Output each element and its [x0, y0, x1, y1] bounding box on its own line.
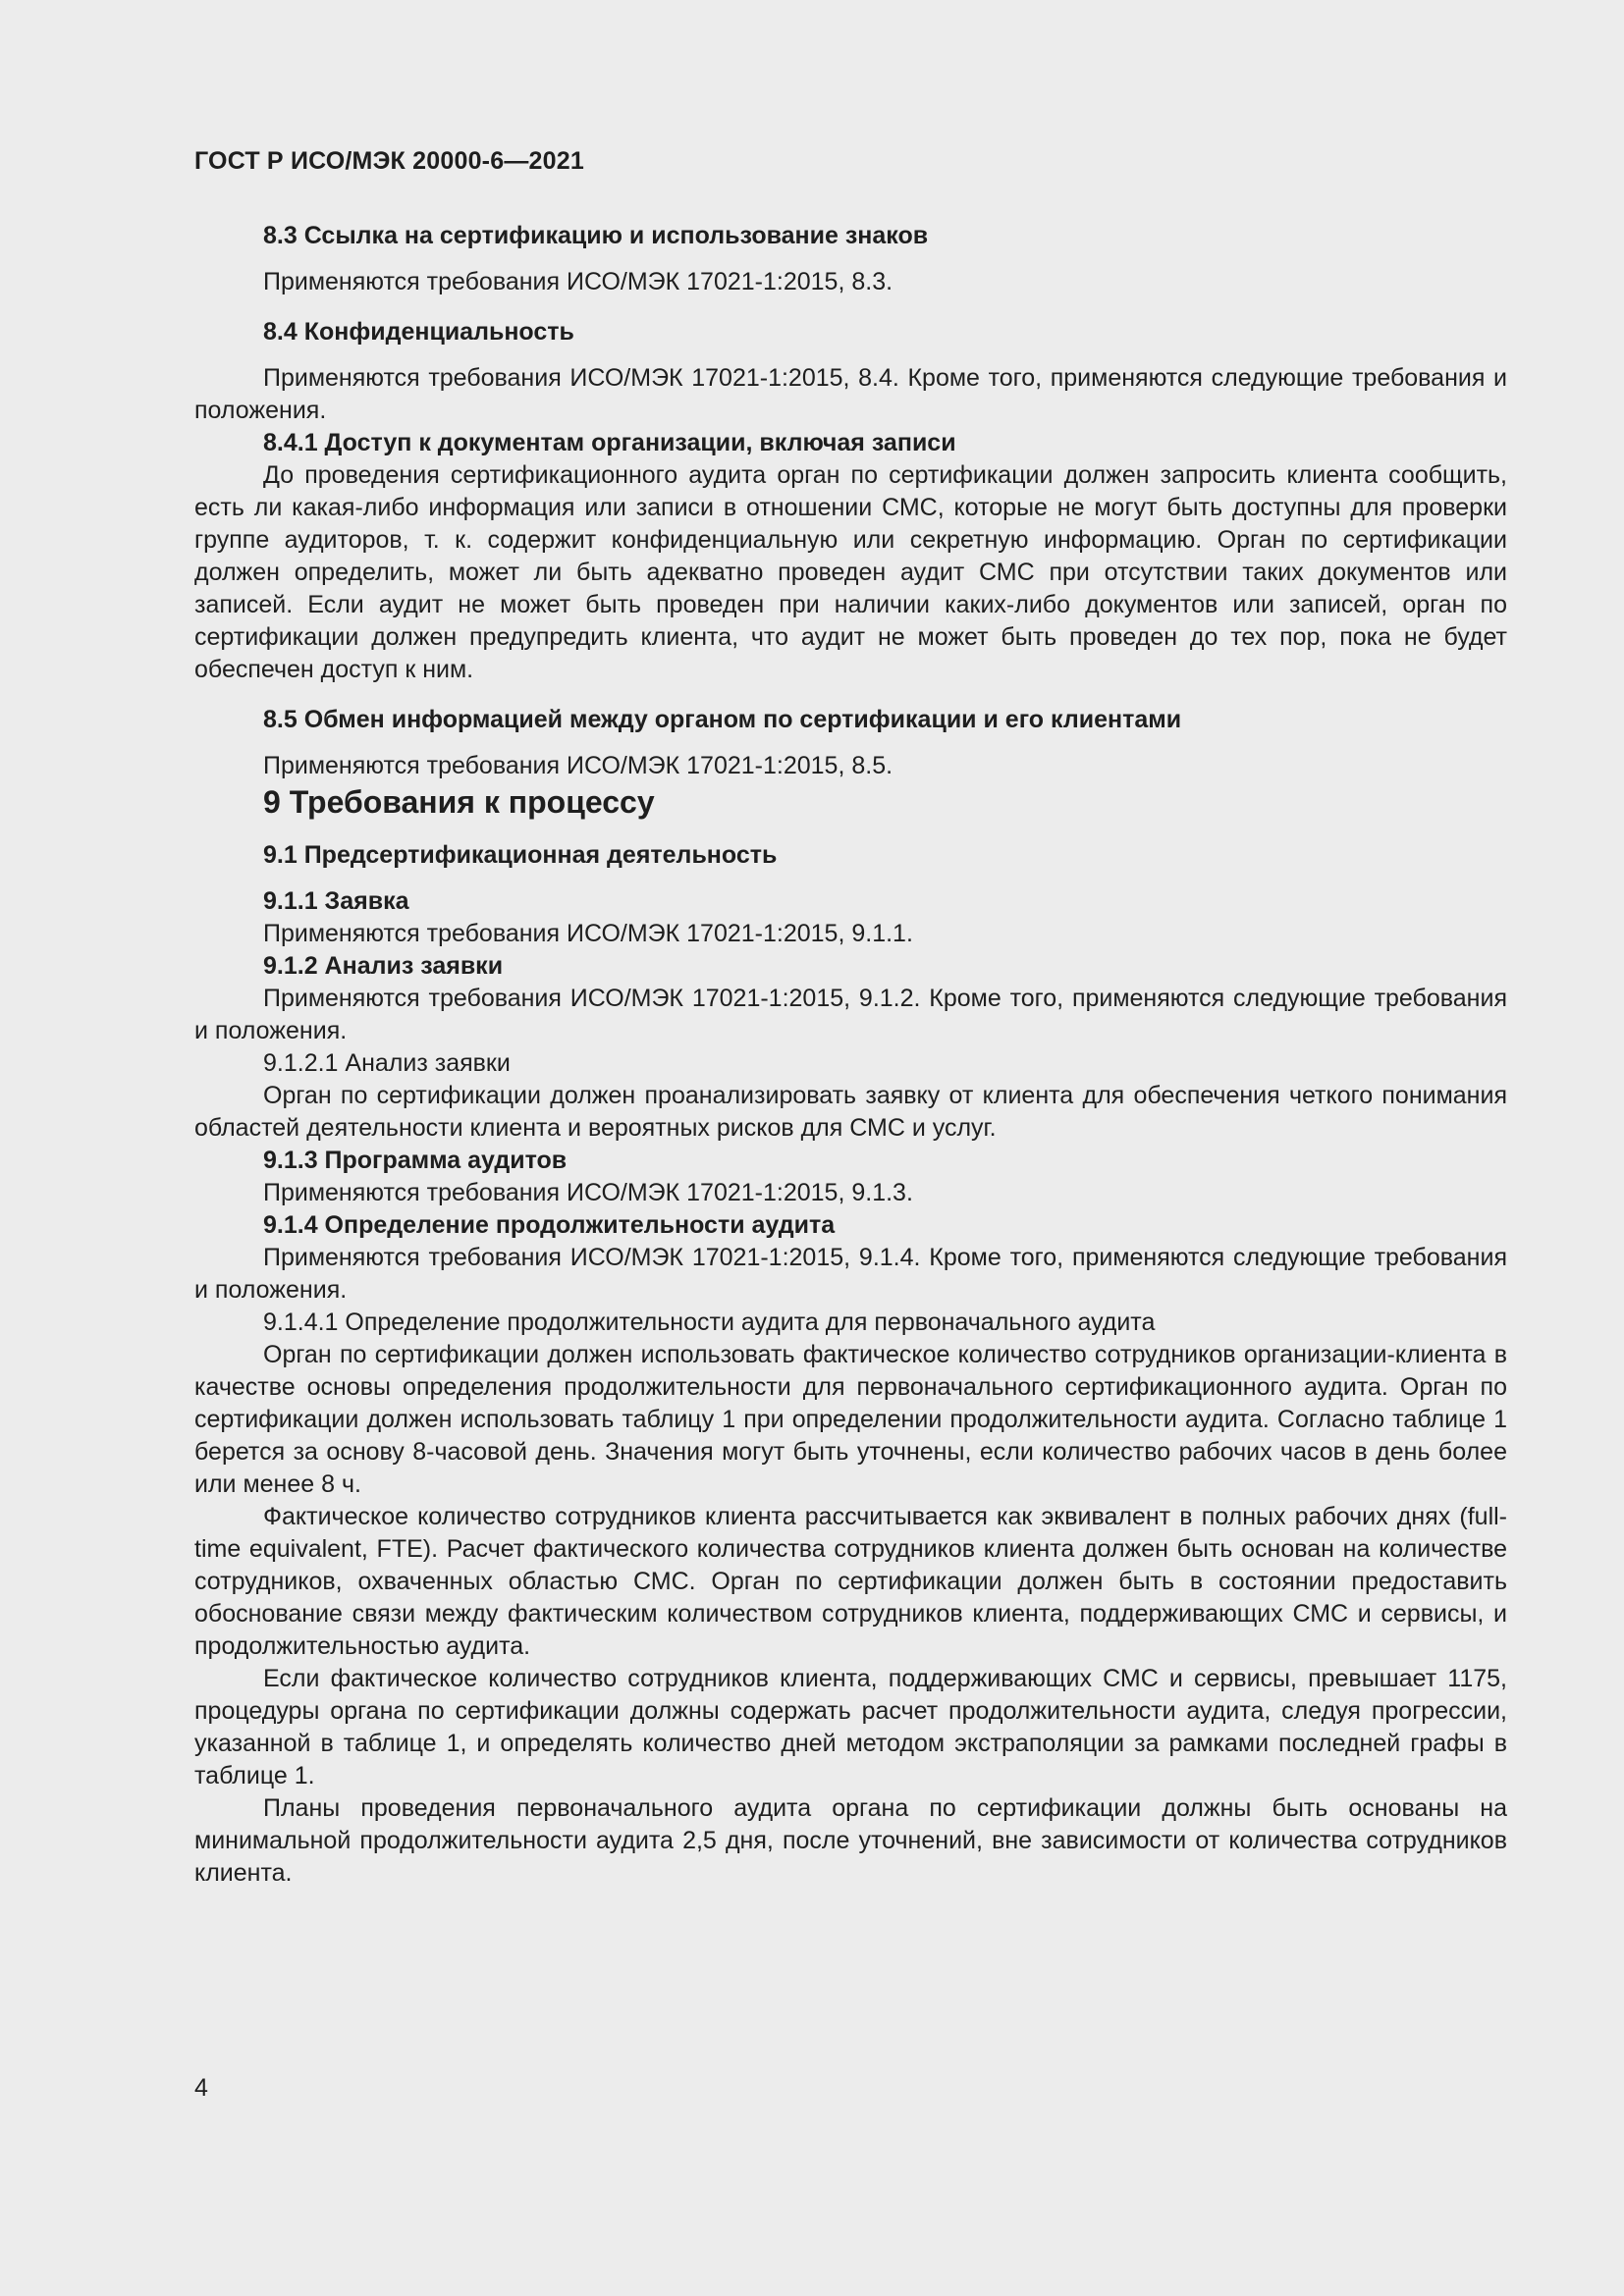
section-9-1-4-1-paragraph-1: Орган по сертификации должен использовать фактическое количество сотрудников организации-клиента в качестве основы определения продолжительности для первоначального сертификационного аудита. Орган по сертификации должен использовать таблицу 1 при определении продолжительности аудита. Согласно таблице 1 берется за основу 8-часовой день. Значения могут быть уточнены, если количество рабочих часов в день более или менее 8 ч.: [194, 1341, 1507, 1498]
section-9-1-4-1-paragraph-4: Планы проведения первоначального аудита органа по сертификации должны быть основаны на минимальной продолжительности аудита 2,5 дня, после уточнений, вне зависимости от количества сотрудников клиента.: [194, 1794, 1507, 1887]
section-9-1-3-title: 9.1.3 Программа аудитов: [263, 1147, 568, 1174]
section-9-1-2-text: Применяются требования ИСО/МЭК 17021-1:2015, 9.1.2. Кроме того, применяются следующие требования и положения.: [194, 985, 1507, 1044]
section-8-4-text: Применяются требования ИСО/МЭК 17021-1:2015, 8.4. Кроме того, применяются следующие требования и положения.: [194, 364, 1507, 424]
section-9-1-4-1-paragraph-2: Фактическое количество сотрудников клиента рассчитывается как эквивалент в полных рабочих днях (full-time equivalent, FTE). Расчет фактического количества сотрудников клиента должен быть основан на количестве сотрудников, охваченных областью СМС. Орган по сертификации должен быть в состоянии предоставить обоснование связи между фактическим количеством сотрудников клиента, поддерживающих СМС и сервисы, и продолжительностью аудита.: [194, 1503, 1507, 1660]
section-8-4-title: 8.4 Конфиденциальность: [263, 318, 574, 346]
section-8-5-title: 8.5 Обмен информацией между органом по сертификации и его клиентами: [263, 706, 1182, 733]
document-header: ГОСТ Р ИСО/МЭК 20000-6—2021: [194, 147, 584, 175]
section-8-4-1-text: До проведения сертификационного аудита орган по сертификации должен запросить клиента сообщить, есть ли какая-либо информация или записи в отношении СМС, которые не могут быть доступны для проверки группе аудиторов, т. к. содержит конфиденциальную или секретную информацию. Орган по сертификации должен определить, может ли быть адекватно проведен аудит СМС при отсутствии таких документов или записей. Если аудит не может быть проведен при наличии каких-либо документов или записей, орган по сертификации должен предупредить клиента, что аудит не может быть проведен до тех пор, пока не будет обеспечен доступ к ним.: [194, 461, 1507, 683]
section-9-1-2-title: 9.1.2 Анализ заявки: [263, 952, 504, 980]
section-9-1-4-1-title: 9.1.4.1 Определение продолжительности аудита для первоначального аудита: [263, 1308, 1156, 1336]
section-9-1-title: 9.1 Предсертификационная деятельность: [263, 841, 778, 869]
section-8-4-1-title: 8.4.1 Доступ к документам организации, включая записи: [263, 429, 956, 456]
section-9-1-4-1-paragraph-3: Если фактическое количество сотрудников клиента, поддерживающих СМС и сервисы, превышает 1175, процедуры органа по сертификации должны содержать расчет продолжительности аудита, следуя прогрессии, указанной в таблице 1, и определять количество дней методом экстраполяции за рамками последней графы в таблице 1.: [194, 1665, 1507, 1789]
section-9-1-2-1-text: Орган по сертификации должен проанализировать заявку от клиента для обеспечения четкого понимания областей деятельности клиента и вероятных рисков для СМС и услуг.: [194, 1082, 1507, 1142]
section-9-1-3-text: Применяются требования ИСО/МЭК 17021-1:2015, 9.1.3.: [263, 1179, 913, 1206]
section-9-1-1-text: Применяются требования ИСО/МЭК 17021-1:2015, 9.1.1.: [263, 920, 913, 947]
section-9-1-1-title: 9.1.1 Заявка: [263, 887, 409, 915]
section-8-3-title: 8.3 Ссылка на сертификацию и использование знаков: [263, 222, 929, 249]
page-number: 4: [194, 2074, 208, 2102]
section-9-1-2-1-title: 9.1.2.1 Анализ заявки: [263, 1049, 511, 1077]
section-9-1-4-title: 9.1.4 Определение продолжительности аудита: [263, 1211, 836, 1239]
section-8-3-text: Применяются требования ИСО/МЭК 17021-1:2015, 8.3.: [263, 268, 893, 295]
document-body: [194, 220, 1507, 1890]
section-8-5-text: Применяются требования ИСО/МЭК 17021-1:2015, 8.5.: [263, 752, 893, 779]
section-9-title: 9 Требования к процессу: [263, 784, 655, 820]
section-9-1-4-text: Применяются требования ИСО/МЭК 17021-1:2015, 9.1.4. Кроме того, применяются следующие требования и положения.: [194, 1244, 1507, 1304]
